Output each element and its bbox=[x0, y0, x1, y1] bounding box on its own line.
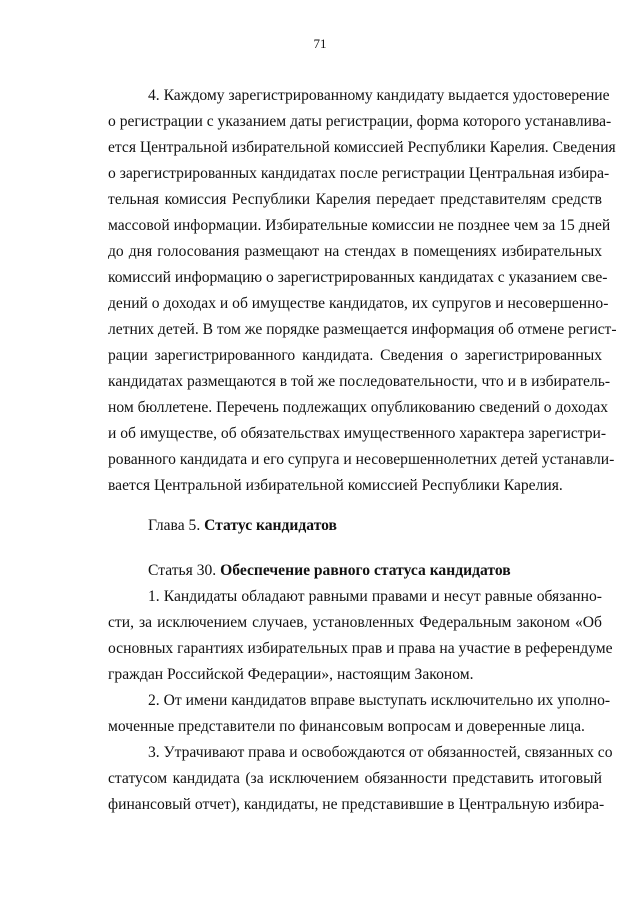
paragraph-4-line-2: о регистрации с указанием даты регистрации, форма которого устанавлива- bbox=[108, 113, 612, 130]
article-line-5: 2. От имени кандидатов вправе выступать исключительно их уполно- bbox=[148, 692, 611, 709]
article-prefix: Статья 30. bbox=[148, 562, 221, 579]
article-line-9: финансовый отчет), кандидаты, не представившие в Центральную избира- bbox=[108, 796, 605, 813]
article-line-6: моченные представители по финансовым вопросам и доверенные лица. bbox=[108, 718, 585, 735]
chapter-title: Статус кандидатов bbox=[204, 517, 337, 534]
article-line-2: сти, за исключением случаев, установленных Федеральным законом «Об bbox=[108, 614, 602, 631]
paragraph-4-line-9: дений о доходах и об имуществе кандидатов, их супругов и несовершенно- bbox=[108, 295, 609, 312]
paragraph-4-line-1: 4. Каждому зарегистрированному кандидату выдается удостоверение bbox=[148, 87, 610, 104]
article-line-8: статусом кандидата (за исключением обязанности представить итоговый bbox=[108, 770, 602, 787]
article-line-4: граждан Российской Федерации», настоящим Законом. bbox=[108, 666, 474, 683]
paragraph-4-line-4: о зарегистрированных кандидатах после регистрации Центральная избира- bbox=[108, 165, 610, 182]
article-line-3: основных гарантиях избирательных прав и права на участие в референдуме bbox=[108, 640, 613, 657]
chapter-prefix: Глава 5. bbox=[148, 517, 205, 534]
paragraph-4-line-3: ется Центральной избирательной комиссией Республики Карелия. Сведения bbox=[108, 139, 616, 156]
article-title: Обеспечение равного статуса кандидатов bbox=[220, 562, 511, 579]
paragraph-4-line-15: рованного кандидата и его супруга и несовершеннолетних детей устанавли- bbox=[108, 451, 615, 468]
article-heading bbox=[108, 561, 602, 581]
paragraph-4-line-6: массовой информации. Избирательные комиссии не позднее чем за 15 дней bbox=[108, 217, 611, 234]
chapter-heading bbox=[108, 516, 602, 536]
paragraph-4-line-13: ном бюллетене. Перечень подлежащих опубликованию сведений о доходах bbox=[108, 399, 609, 416]
paragraph-4-line-7: до дня голосования размещают на стендах в помещениях избирательных bbox=[108, 243, 602, 260]
article-line-7: 3. Утрачивают права и освобождаются от обязанностей, связанных со bbox=[148, 744, 613, 761]
paragraph-4-line-16: вается Центральной избирательной комиссией Республики Карелия. bbox=[108, 477, 563, 494]
paragraph-4-line-12: кандидатах размещаются в той же последовательности, что и в избиратель- bbox=[108, 373, 611, 390]
paragraph-4-line-10: летних детей. В том же порядке размещается информация об отмене регист- bbox=[108, 321, 617, 338]
paragraph-4-line-5: тельная комиссия Республики Карелия передает представителям средств bbox=[108, 191, 602, 208]
paragraph-4-line-8: комиссий информацию о зарегистрированных кандидатах с указанием све- bbox=[108, 269, 608, 286]
page-number: 71 bbox=[313, 36, 327, 51]
paragraph-4-line-14: и об имуществе, об обязательствах имущественного характера зарегистри- bbox=[108, 425, 607, 442]
paragraph-4-line-11: рации зарегистрированного кандидата. Сведения о зарегистрированных bbox=[108, 347, 602, 364]
article-line-1: 1. Кандидаты обладают равными правами и несут равные обязанно- bbox=[148, 588, 602, 605]
